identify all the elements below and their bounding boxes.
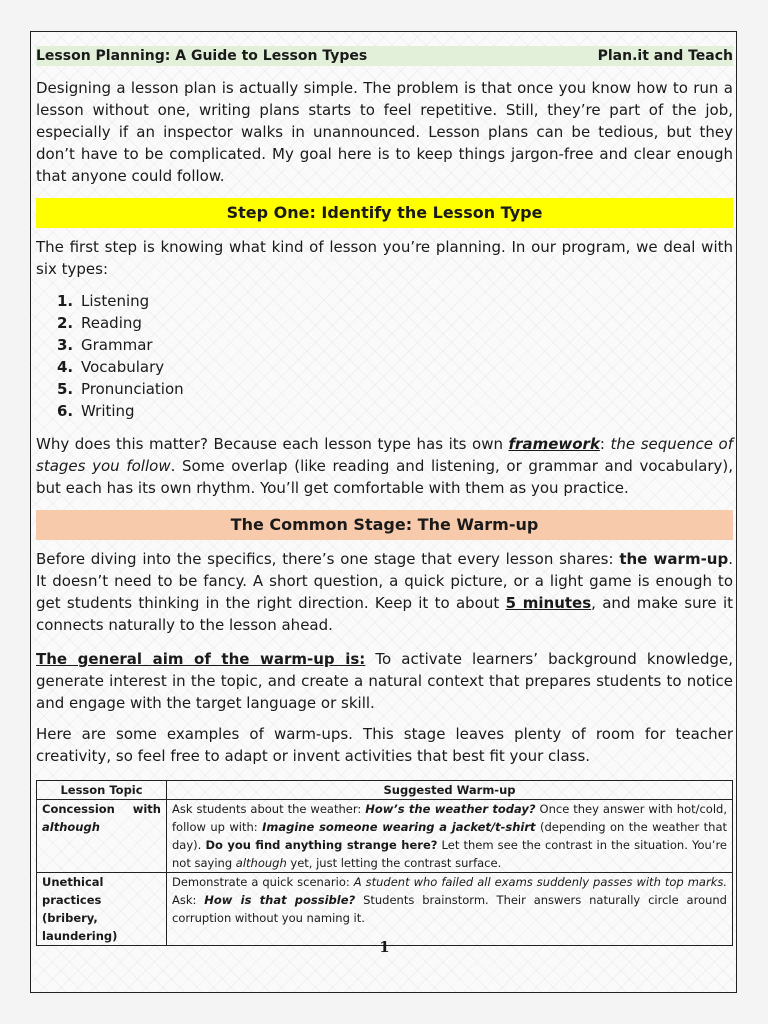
- warmup-paragraph: Before diving into the specifics, there’s one stage that every lesson shares: the warm-up. It doesn’t need to be fancy. A short question, a quick picture, or a light game is enough to get students thinking in the right direction. Keep it to about 5 minutes, and make sure it connects naturally to the lesson ahead.: [36, 550, 733, 634]
- warmup-aim-paragraph: The general aim of the warm-up is: To activate learners’ background knowledge, generate interest in the topic, and create a natural context that prepares students to notice and engage with the target language or skill.: [36, 650, 733, 712]
- table-header-row: [37, 781, 733, 800]
- lesson-type-list: [57, 290, 184, 422]
- topic-cell: Unethical practices (bribery, laundering): [37, 873, 167, 946]
- examples-intro: Here are some examples of warm-ups. This stage leaves plenty of room for teacher creativity, so feel free to adapt or invent activities that best fit your class.: [36, 725, 733, 765]
- step-one-heading: Step One: Identify the Lesson Type: [36, 198, 733, 228]
- warmup-cell: Ask students about the weather: How’s the weather today? Once they answer with hot/cold, follow up with: Imagine someone wearing a jacket/t-shirt (depending on the weather that day). Do you find anything strange here? Let them see the contrast in the situation. You’re not saying although yet, just letting the contrast surface.: [167, 800, 733, 873]
- table-row: [37, 873, 733, 946]
- document-title: Lesson Planning: A Guide to Lesson Types: [36, 48, 368, 64]
- topic-cell: Concession with although: [37, 800, 167, 873]
- framework-paragraph: Why does this matter? Because each lesson type has its own framework: the sequence of stages you follow. Some overlap (like reading and listening, or grammar and vocabulary), but each has its own rhythm. You’ll get comfortable with them as you practice.: [36, 435, 733, 497]
- page-number: 1: [379, 938, 390, 956]
- intro-paragraph: Designing a lesson plan is actually simple. The problem is that once you know how to run a lesson without one, writing plans starts to feel repetitive. Still, they’re part of the job, especially if an inspector walks in unannounced. Lesson plans can be tedious, but they don’t have to be complicated. My goal here is to keep things jargon-free and clear enough that anyone could follow.: [36, 79, 733, 185]
- column-header: Lesson Topic: [37, 781, 167, 800]
- column-header: Suggested Warm-up: [167, 781, 733, 800]
- list-item: 6. Writing: [57, 402, 135, 420]
- framework-term: framework: [508, 435, 600, 453]
- aim-label: The general aim of the warm-up is:: [36, 650, 366, 668]
- document-page: [30, 31, 737, 993]
- table-row: [37, 800, 733, 873]
- warmup-examples-table: [36, 780, 733, 946]
- brand-name: Plan.it and Teach: [597, 48, 733, 64]
- list-item: 1. Listening: [57, 292, 150, 310]
- document-header: [36, 46, 733, 66]
- list-item: 3. Grammar: [57, 336, 153, 354]
- list-item: 5. Pronunciation: [57, 380, 184, 398]
- warmup-heading: The Common Stage: The Warm-up: [36, 510, 733, 540]
- warmup-cell: Demonstrate a quick scenario: A student who failed all exams suddenly passes with top marks. Ask: How is that possible? Students brainstorm. Their answers naturally circle around corruption without you naming it.: [167, 873, 733, 946]
- step-one-intro: The first step is knowing what kind of lesson you’re planning. In our program, we deal with six types:: [36, 238, 733, 278]
- list-item: 4. Vocabulary: [57, 358, 165, 376]
- list-item: 2. Reading: [57, 314, 142, 332]
